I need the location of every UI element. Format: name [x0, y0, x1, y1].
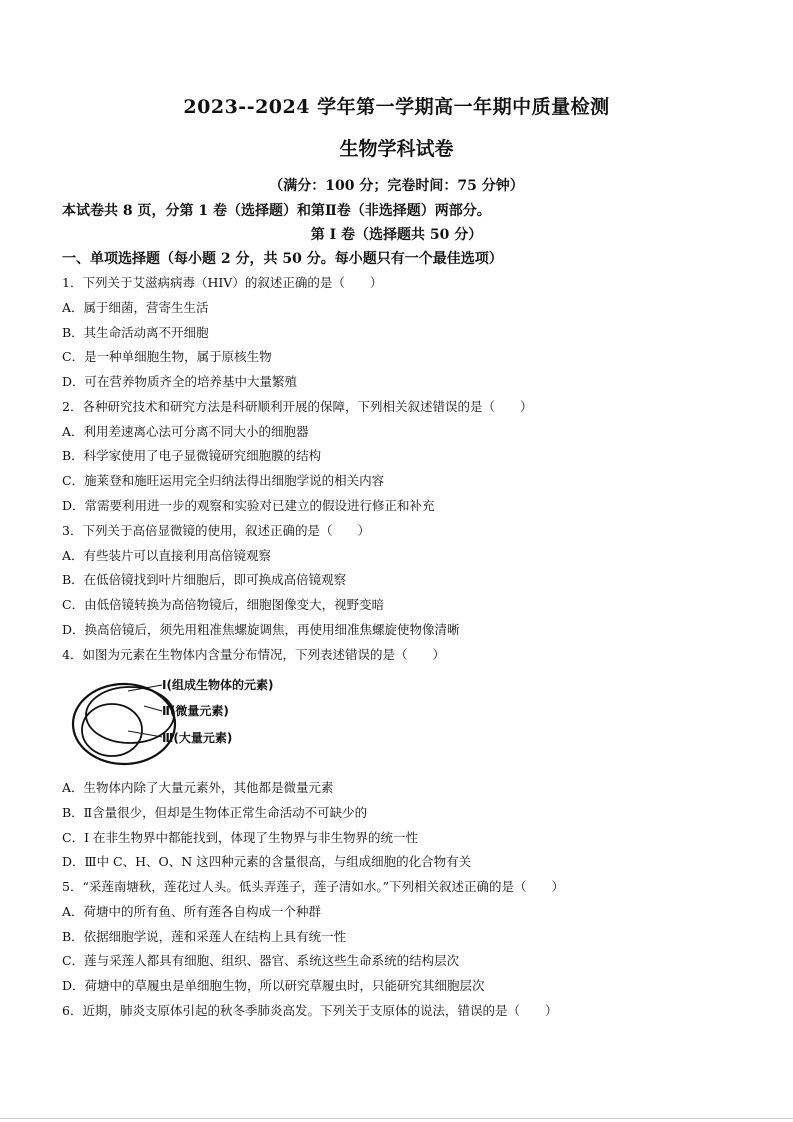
exam-info: （满分：100 分；完卷时间：75 分钟）	[269, 178, 524, 194]
question-option: D．可在营养物质齐全的培养基中大量繁殖	[62, 374, 298, 389]
element-venn-diagram	[70, 673, 290, 773]
question-option: B．在低倍镜找到叶片细胞后，即可换成高倍镜观察	[62, 572, 347, 587]
question-option: C．施莱登和施旺运用完全归纳法得出细胞学说的相关内容	[62, 473, 385, 488]
leader-line	[128, 685, 162, 691]
question-option: D．荷塘中的草履虫是单细胞生物，所以研究草履虫时，只能研究其细胞层次	[62, 978, 485, 993]
section1-title: 一、单项选择题（每小题 2 分，共 50 分。每小题只有一个最佳选项）	[62, 251, 503, 267]
exam-title: 2023--2024 学年第一学期高一年期中质量检测	[183, 96, 610, 118]
question-option: A．生物体内除了大量元素外，其他都是微量元素	[62, 780, 334, 795]
question-option: A．利用差速离心法可分离不同大小的细胞器	[62, 424, 309, 439]
question-stem: 3．下列关于高倍显微镜的使用，叙述正确的是（ ）	[62, 523, 370, 538]
question-option: C．莲与采莲人都具有细胞、组织、器官、系统这些生命系统的结构层次	[62, 953, 460, 968]
question-option: B．其生命活动离不开细胞	[62, 325, 209, 340]
question-option: A．荷塘中的所有鱼、所有莲各自构成一个种群	[62, 904, 322, 919]
part1-title: 第 I 卷（选择题共 50 分）	[310, 227, 483, 243]
question-option: A．属于细菌，营寄生生活	[62, 300, 209, 315]
question-option: C．是一种单细胞生物，属于原核生物	[62, 349, 272, 364]
question-option: B．科学家使用了电子显微镜研究细胞膜的结构	[62, 448, 322, 463]
paper-info: 本试卷共 8 页，分第 1 卷（选择题）和第Ⅱ卷（非选择题）两部分。	[62, 203, 491, 219]
question-option: B．Ⅱ含量很少，但却是生物体正常生命活动不可缺少的	[62, 805, 368, 820]
leader-line	[128, 731, 162, 737]
question-option: A．有些装片可以直接利用高倍镜观察	[62, 548, 272, 563]
question-option: C．I 在非生物界中都能找到，体现了生物界与非生物界的统一性	[62, 830, 418, 845]
question-stem: 2．各种研究技术和研究方法是科研顺利开展的保障，下列相关叙述错误的是（ ）	[62, 399, 533, 414]
question-option: D．换高倍镜后，须先用粗准焦螺旋调焦，再使用细准焦螺旋使物像清晰	[62, 622, 460, 637]
question-option: D．Ⅲ中 C、H、O、N 这四种元素的含量很高，与组成细胞的化合物有关	[62, 854, 472, 869]
leader-line	[144, 706, 162, 711]
diagram-label: Ⅱ(微量元素)	[162, 704, 229, 718]
question-stem: 1．下列关于艾滋病病毒（HIV）的叙述正确的是（ ）	[62, 275, 383, 290]
inner-ellipse	[82, 704, 142, 756]
question-option: D．常需要利用进一步的观察和实验对已建立的假设进行修正和补充	[62, 498, 435, 513]
question-stem: 5．“采莲南塘秋，莲花过人头。低头弄莲子，莲子清如水。”下列相关叙述正确的是（ ）	[62, 879, 564, 894]
diagram-label: Ⅰ(组成生物体的元素)	[162, 678, 274, 692]
question-option: B．依据细胞学说，莲和采莲人在结构上具有统一性	[62, 929, 347, 944]
middle-ellipse	[86, 687, 174, 743]
exam-subtitle: 生物学科试卷	[339, 138, 454, 160]
page-divider	[0, 1118, 793, 1119]
question-stem: 6．近期，肺炎支原体引起的秋冬季肺炎高发。下列关于支原体的说法，错误的是（ ）	[62, 1003, 558, 1018]
diagram-label: Ⅲ(大量元素)	[162, 731, 233, 745]
question-stem: 4．如图为元素在生物体内含量分布情况，下列表述错误的是（ ）	[62, 647, 445, 662]
question-option: C．由低倍镜转换为高倍物镜后，细胞图像变大，视野变暗	[62, 597, 385, 612]
